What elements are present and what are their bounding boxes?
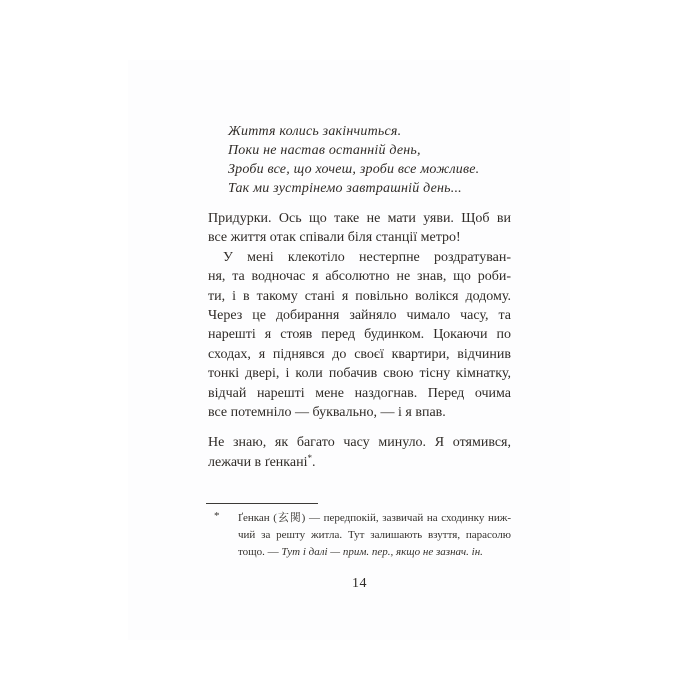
text-line: Придурки. Ось що таке не мати уяви. Щоб ви	[208, 211, 511, 226]
page-text-column	[208, 122, 511, 561]
footnote	[208, 510, 511, 561]
text-line: Через це добирання зайняло чимало часу, та	[208, 308, 511, 324]
text-line: відчай нарешті мене наздогнав. Перед очима	[208, 385, 511, 401]
text-line: все життя отак співали біля станції метро!	[208, 230, 461, 246]
epigraph-line: Зроби все, що хочеш, зроби все можливе.	[228, 162, 480, 177]
epigraph	[228, 122, 511, 198]
paragraph-closing	[208, 433, 511, 472]
text-line: ти, і в такому стані я повільно волікся додому.	[208, 288, 511, 304]
text-line: лежачи в ґенкані*.	[208, 452, 316, 470]
text-line: нарешті я стояв перед будинком. Цокаючи по	[208, 327, 511, 343]
text-line: Не знаю, як багато часу минуло. Я отямився,	[208, 435, 511, 451]
text-line: ня, та водночас я абсолютно не знав, що роби-	[208, 269, 511, 285]
paragraph-main	[208, 248, 511, 423]
text-line: тонкі двері, і коли побачив свою тісну кімнатку,	[208, 366, 511, 382]
epigraph-line: Поки не настав останній день,	[228, 143, 421, 158]
footnote-line: Ґенкан (玄関) — передпокій, зазвичай на сходинку ниж-	[238, 512, 511, 525]
paragraph-opening	[208, 209, 511, 248]
footnote-text	[238, 510, 511, 561]
epigraph-line: Життя колись закінчиться.	[228, 124, 402, 139]
text-line: У мені клекотіло нестерпне роздратуван-	[223, 249, 511, 265]
page-number: 14	[352, 576, 367, 591]
footnote-marker: *	[214, 510, 220, 523]
footnote-line: чий за решту житла. Тут залишають взуття, парасолю	[238, 529, 511, 542]
epigraph-line: Так ми зустрінемо завтрашній день...	[228, 181, 462, 196]
footnote-line: тощо. — Тут і далі — прим. пер., якщо не зазнач. ін.	[238, 546, 483, 559]
text-line: все потемніло — буквально, — і я впав.	[208, 405, 446, 421]
text-line: сходах, я піднявся до своєї квартири, відчинив	[208, 346, 511, 362]
footnote-rule	[206, 503, 318, 504]
